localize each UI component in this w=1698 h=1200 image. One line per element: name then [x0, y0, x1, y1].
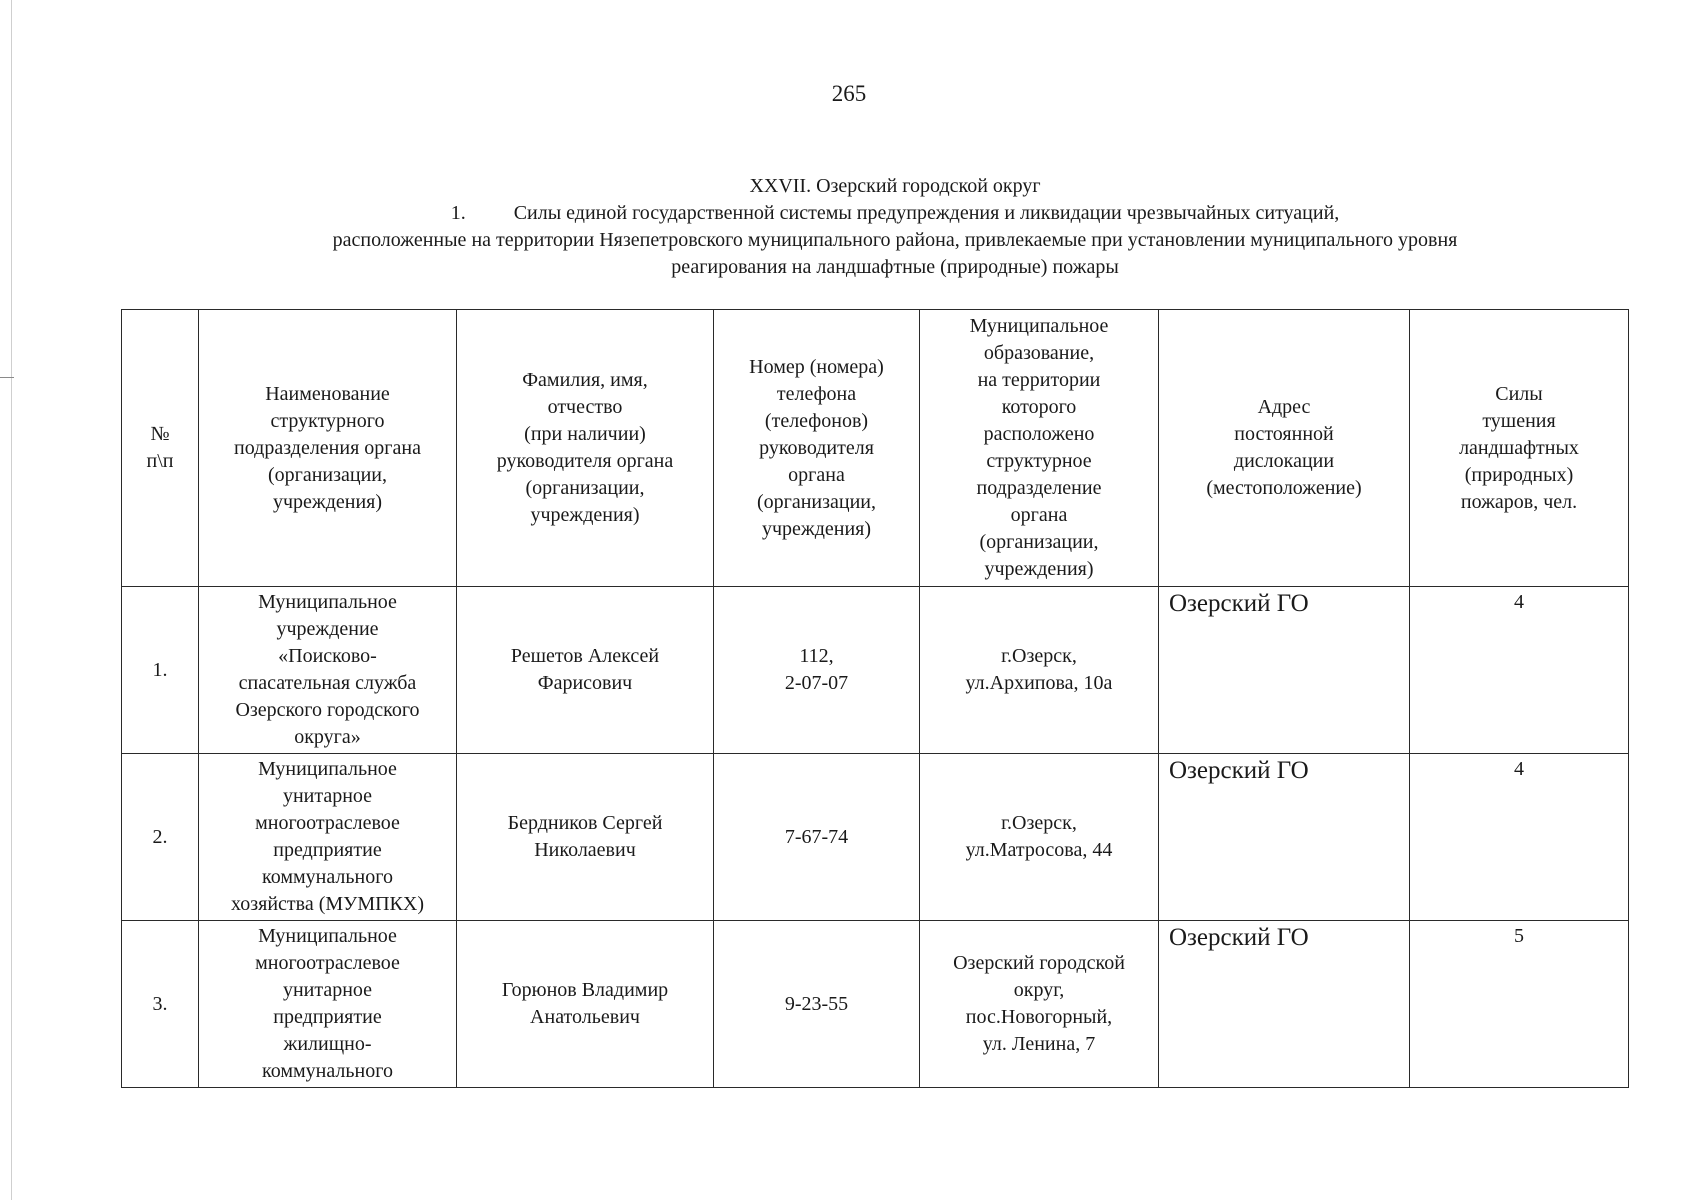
row-head: Решетов Алексей Фарисович: [457, 587, 714, 754]
table-row: [122, 754, 1629, 921]
row-address: Озерский ГО: [1159, 754, 1410, 921]
row-location: Озерский городской округ, пос.Новогорный, ул. Ленина, 7: [920, 921, 1159, 1088]
row-phone: 9-23-55: [714, 921, 920, 1088]
table-row: [122, 587, 1629, 754]
row-head: Горюнов Владимир Анатольевич: [457, 921, 714, 1088]
row-address: Озерский ГО: [1159, 921, 1410, 1088]
row-number: 3.: [122, 921, 199, 1088]
row-phone: 112, 2-07-07: [714, 587, 920, 754]
row-unit: [199, 587, 457, 754]
row-number: 1.: [122, 587, 199, 754]
row-head: Бердников Сергей Николаевич: [457, 754, 714, 921]
page-number: 265: [831, 81, 867, 106]
row-unit: [199, 921, 457, 1088]
row-location: г.Озерск, ул.Матросова, 44: [920, 754, 1159, 921]
table-row: [122, 921, 1629, 1088]
item-title-line-2: расположенные на территории Нязепетровского муниципального района, привлекаемые при установлении муниципального уровня: [332, 229, 1458, 251]
item-title-line-1: [130, 200, 1660, 227]
item-title-text: Силы единой государственной системы предупреждения и ликвидации чрезвычайных ситуаций,: [513, 202, 1340, 224]
row-unit-text: Муниципальное многоотраслевое унитарное предприятие жилищно- коммунального: [255, 925, 400, 1082]
row-number: 2.: [122, 754, 199, 921]
item-number: 1.: [450, 202, 466, 224]
col-header-unit: Наименование структурного подразделения органа (организации, учреждения): [199, 310, 457, 587]
row-unit-text: Муниципальное унитарное многоотраслевое предприятие коммунального хозяйства (МУМПКХ): [231, 758, 424, 915]
col-header-number: № п\п: [122, 310, 199, 587]
row-unit: [199, 754, 457, 921]
row-address: Озерский ГО: [1159, 587, 1410, 754]
col-header-address: Адрес постоянной дислокации (местоположение): [1159, 310, 1410, 587]
scan-left-edge: [11, 0, 12, 1200]
row-unit-text: Муниципальное учреждение «Поисково- спасательная служба Озерского городского округа»: [235, 591, 420, 748]
item-title-line-3: реагирования на ландшафтные (природные) пожары: [671, 256, 1119, 278]
col-header-phone: Номер (номера) телефона (телефонов) руководителя органа (организации, учреждения): [714, 310, 920, 587]
row-location: г.Озерск, ул.Архипова, 10а: [920, 587, 1159, 754]
row-forces: 4: [1410, 587, 1629, 754]
col-header-head: Фамилия, имя, отчество (при наличии) руководителя органа (организации, учреждения): [457, 310, 714, 587]
col-header-municipality: Муниципальное образование, на территории которого расположено структурное подразделение органа (организации, учреждения): [920, 310, 1159, 587]
forces-table: [121, 309, 1629, 1088]
section-title-line: XXVII. Озерский городской округ: [749, 175, 1041, 197]
table-header-row: [122, 310, 1629, 587]
row-forces: 4: [1410, 754, 1629, 921]
row-forces: 5: [1410, 921, 1629, 1088]
section-title: [130, 173, 1660, 200]
row-phone: 7-67-74: [714, 754, 920, 921]
binding-mark: [0, 377, 14, 378]
col-header-forces: Силы тушения ландшафтных (природных) пожаров, чел.: [1410, 310, 1629, 587]
